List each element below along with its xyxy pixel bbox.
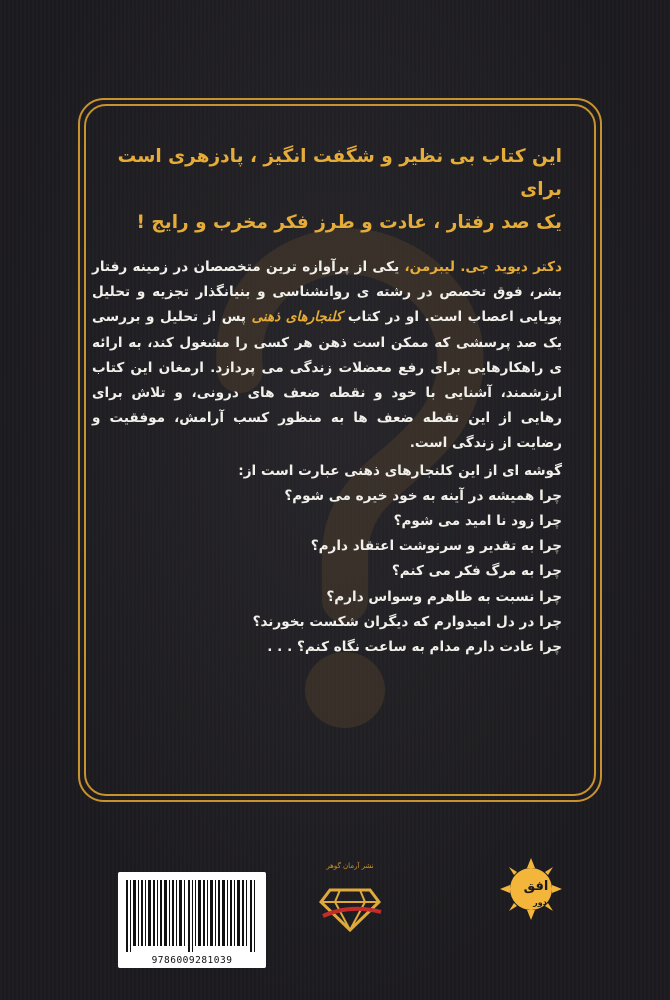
logo-sub: دور [533, 898, 547, 907]
isbn-number: 9786009281039 [151, 955, 233, 966]
isbn-barcode [118, 872, 266, 968]
list-item: چرا به تقدیر و سرنوشت اعتقاد دارم؟ [310, 538, 562, 555]
author-name: دکتر دیوید جی. لیبرمن، [404, 259, 562, 275]
book-title: کلنجارهای ذهنی [251, 309, 343, 326]
list-item: چرا همیشه در آینه به خود خیره می شوم؟ [284, 487, 562, 504]
paragraph-text-2: پس از تحلیل و بررسی یک صد پرسشی که ممکن است ذهن هر کسی را مشغول کند، به ارائه ی راهکارهایی برای رفع معضلات زندگی می پردازد. ارمغان این کتاب ارزشمند، آشنایی با خود و نقطه ضعف های درونی، و تلاش برای رهایی از این نقطه ضعف ها به منظور کسب آرامش، موفقیت و رضایت از زندگی است. [92, 309, 562, 452]
list-item: چرا نسبت به ظاهرم وسواس دارم؟ [326, 588, 562, 605]
cover-text [92, 140, 562, 660]
logo-name: افق [523, 879, 549, 894]
list-intro: گوشه ای از این کلنجارهای ذهنی عبارت است از: [238, 462, 562, 479]
paragraph-text-1: یکی از پرآوازه ترین متخصصان در زمینه رفتار بشر، فوق تخصص در رشته ی روانشناسی و بنیانگذار تجزیه و تحلیل پویایی اعصاب است. او در کتاب [92, 259, 562, 326]
diamond-logo-icon [315, 868, 385, 938]
barcode-bars [118, 876, 266, 956]
headline [92, 140, 562, 239]
list-item: چرا به مرگ فکر می کنم؟ [391, 563, 562, 580]
headline-line-1: این کتاب بی نظیر و شگفت انگیز ، پادزهری است برای [117, 146, 562, 200]
list-item: چرا عادت دارم مدام به ساعت نگاه کنم؟ . . . [267, 639, 562, 656]
ofogh-publisher-logo-icon [498, 856, 564, 922]
list-item: چرا در دل امیدوارم که دیگران شکست بخورند؟ [252, 613, 562, 630]
list-item: چرا زود نا امید می شوم؟ [393, 513, 562, 530]
description-paragraph [92, 255, 562, 457]
questions-list [92, 459, 562, 661]
publisher-name: نشر آرمان گوهر [326, 862, 374, 870]
headline-line-2: یک صد رفتار ، عادت و طرز فکر مخرب و رایج ! [136, 212, 562, 233]
